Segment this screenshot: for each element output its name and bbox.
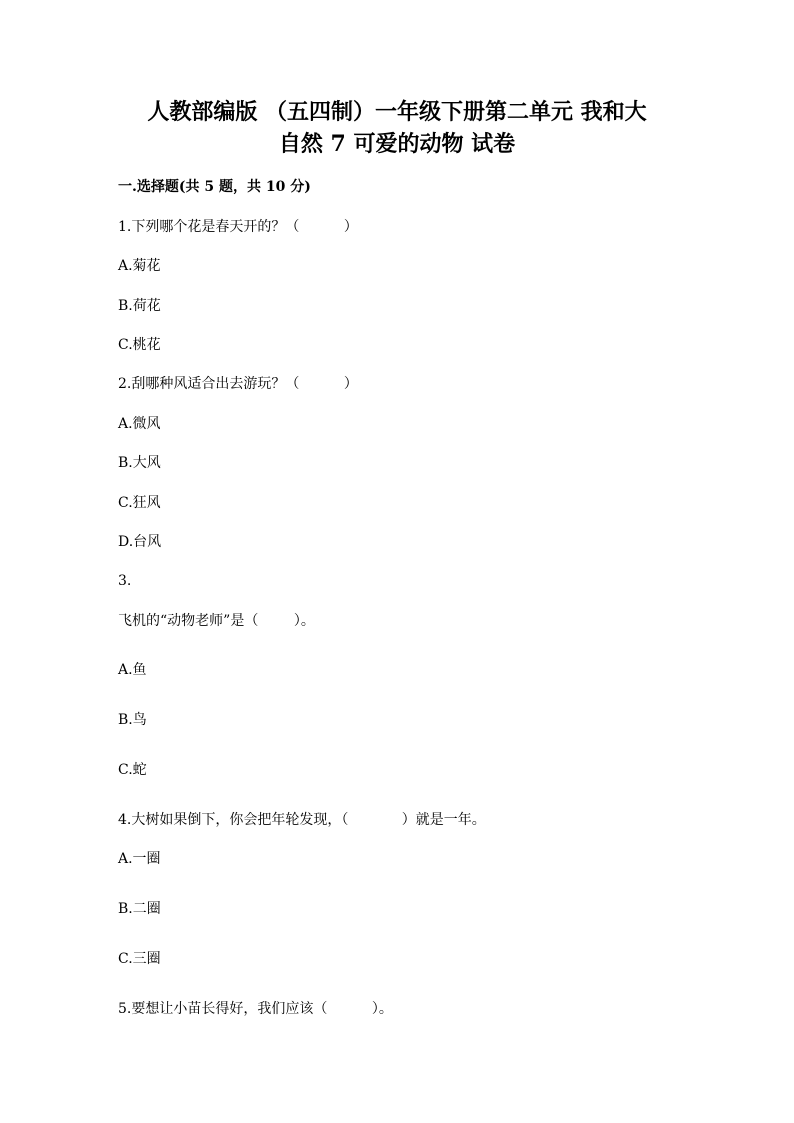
question-3-option-b: B.鸟	[118, 712, 147, 728]
question-3-option-a: A.鱼	[118, 662, 147, 678]
question-2-option-c: C.狂风	[118, 495, 161, 511]
question-4-option-a: A.一圈	[118, 851, 161, 867]
question-4-stem: 4.大树如果倒下，你会把年轮发现，（ ）就是一年。	[118, 812, 486, 828]
document-title-line-1: 人教部编版 （五四制）一年级下册第二单元 我和大	[147, 99, 647, 125]
question-2-option-b: B.大风	[118, 455, 161, 471]
question-3-stem: 飞机的“动物老师”是（ ）。	[118, 613, 315, 629]
question-3-option-c: C.蛇	[118, 762, 147, 778]
question-3-number: 3.	[118, 573, 132, 589]
question-2-stem: 2.刮哪种风适合出去游玩？（ ）	[118, 376, 358, 392]
question-1-stem: 1.下列哪个花是春天开的？（ ）	[118, 219, 358, 235]
question-4-option-c: C.三圈	[118, 951, 161, 967]
question-4-option-b: B.二圈	[118, 901, 161, 917]
question-2-option-d: D.台风	[118, 534, 162, 550]
question-2-option-a: A.微风	[118, 416, 161, 432]
question-5-stem: 5.要想让小苗长得好，我们应该（ ）。	[118, 1001, 393, 1017]
question-1-option-b: B.荷花	[118, 298, 161, 314]
question-1-option-a: A.菊花	[118, 258, 161, 274]
question-1-option-c: C.桃花	[118, 337, 161, 353]
section-heading: 一.选择题(共 5 题，共 10 分)	[118, 179, 311, 195]
document-title-line-2: 自然 7 可爱的动物 试卷	[278, 131, 516, 157]
